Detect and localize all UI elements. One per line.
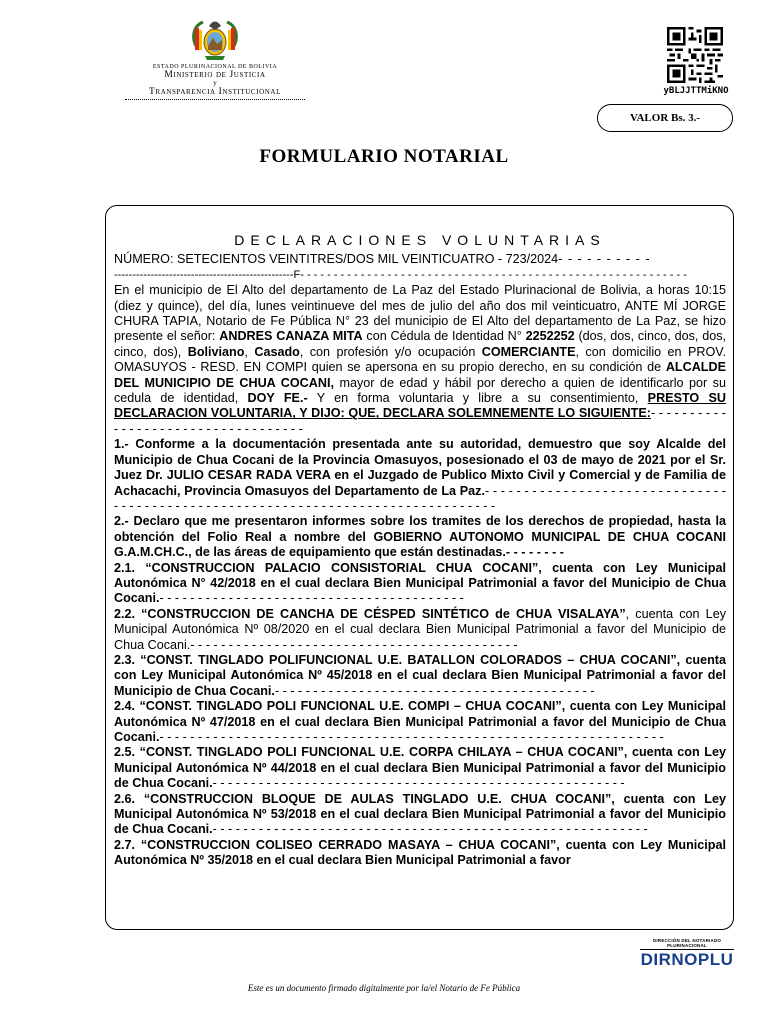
section-title: DECLARACIONES VOLUNTARIAS <box>234 232 606 248</box>
item-2-2 <box>114 607 726 653</box>
numero-dashes: - - - - - - - - - - <box>558 252 651 267</box>
item-text: 2.6. “CONSTRUCCION BLOQUE DE AULAS TINGLADO U.E. CHUA COCANI”, cuenta con Ley Municipal Autonómica Nº 53/2018 en el cual declara Bien Municipal Patrimonial a favor del Municipio de Chua Cocani. <box>114 791 726 837</box>
item-2-1 <box>114 561 726 607</box>
voluntary-text: Y en forma voluntaria y libre a su consentimiento, <box>307 391 648 406</box>
item-dashes: - - - - - - - - - - - - - - - - - - - - - - - - - - - - - - - - - - - - - - - - - - - - - - - - - - - - - - - - - - - - - - - - - - - - - - - - - - - - - - - - - <box>114 483 726 513</box>
item-2-7 <box>114 838 726 869</box>
item-2 <box>114 514 726 560</box>
logo-wordmark: DIRNOPLU <box>640 950 734 969</box>
item-text: 2.3. “CONST. TINGLADO POLIFUNCIONAL U.E. BATALLON COLORADOS – CHUA COCANI”, cuenta con Ley Municipal Autonómica Nº 45/2018 en el cual declara Bien Municipal Patrimonial a favor del Municipio de Chua Cocani. <box>114 652 726 698</box>
ci-label: con Cédula de Identidad N° <box>362 329 526 344</box>
item-text: 2.- Declaro que me presentaron informes sobre los tramites de los derechos de propiedad, hasta la obtención del Folio Real a nombre del GOBIERNO AUTONOMO MUNICIPAL DE CHUA COCANI G.A.M.CH.C., de las áreas de equipamiento que están destinadas. <box>114 514 726 560</box>
item-text: 1.- Conforme a la documentación presentada ante su autoridad, demuestro que soy Alcalde del Municipio de Chua Cocani de la Provincia Omasuyos, posesionado el 03 de mayo de 2021 por el Sr. Juez Dr. JULIO CESAR RADA VERA en el Juzgado de Publico Mixto Civil y Comercial y de Familia de Achacachi, Provincia Omasuyos del Departamento de La Paz. <box>114 437 726 498</box>
profession-label: , con profesión y/o ocupación <box>299 344 482 359</box>
intro-text: En el municipio de El Alto del departamento de La Paz del Estado Plurinacional de Bolivia, a horas 10:15 (diez y quince), del día, lunes veintinueve del mes de julio del año dos mil veinticuatro, ANTE MÍ JORGE CHURA TAPIA, Notario de Fe Pública N° 23 del municipio de El Alto del departamento de La Paz, se hizo presente el señor: <box>114 283 726 344</box>
ministry-line1: Ministerio de Justicia <box>164 70 266 80</box>
ministry-header <box>120 18 310 100</box>
logo-caption: DIRECCIÓN DEL NOTARIADO PLURINACIONAL <box>652 938 722 948</box>
intro-paragraph <box>114 283 726 437</box>
header-underline <box>125 99 305 100</box>
ci-number: 2252252 <box>525 329 575 344</box>
item-dashes: - - - - - - - - - - - - - - - - - - - - - - - - - - - - - - - - - - - - - - - - - - - - - - - - - - - - - - - - - - - - - - - - - - <box>159 730 664 744</box>
profession: COMERCIANTE <box>481 344 576 359</box>
item-body: , cuenta con Ley Municipal Autonómica Nº 08/2020 en el cual declara Bien Municipal Patrimonial a favor del Municipio de Chua Cocani. <box>114 606 726 652</box>
item-2-5 <box>114 745 726 791</box>
declaration-content <box>114 233 726 869</box>
address-text: , con domicilio en PROV. OMASUYOS - RESD. EN COMPI quien se apersona en su propio derecho, en su condición de <box>114 344 727 375</box>
form-title: FORMULARIO NOTARIAL <box>259 146 509 167</box>
civil-status: Casado <box>254 344 300 359</box>
ministry-connector: y <box>213 79 217 87</box>
bolivia-coat-of-arms-icon <box>189 18 241 62</box>
presto-dashes: - - - - - - - - - - - - - - - - - - - - - - - - - - - - - - - - - - - <box>114 406 726 436</box>
item-text: 2.4. “CONST. TINGLADO POLI FUNCIONAL U.E. COMPI – CHUA COCANI”, cuenta con Ley Municipal Autonómica Nº 47/2018 en el cual declara Bien Municipal Patrimonial a favor del Municipio de Chua Cocani. <box>114 699 726 744</box>
f-line-right: - - - - - - - - - - - - - - - - - - - - - - - - - - - - - - - - - - - - - - - - - - - - - - - - - - - - - - - - - - <box>300 268 687 281</box>
valor-badge: VALOR Bs. 3.- <box>597 104 733 132</box>
item-dashes: - - - - - - - - - - - - - - - - - - - - - - - - - - - - - - - - - - - - - - - - - - - - - - - - - - - - - - - - - <box>212 822 648 837</box>
qr-code-text: yBLJJTTMiKNO <box>663 86 729 96</box>
item-1 <box>114 437 726 514</box>
item-2-3 <box>114 653 726 699</box>
role: ALCALDE DEL MUNICIPIO DE CHUA COCANI, <box>114 360 726 390</box>
item-2-4 <box>114 699 726 745</box>
item-dashes: - - - - - - - - - - - - - - - - - - - - - - - - - - - - - - - - - - - - - - - - - - - <box>190 637 518 652</box>
item-dashes: - - - - - - - - - - - - - - - - - - - - - - - - - - - - - - - - - - - - - - - - - - - - - - - - - - - - - - <box>212 776 625 791</box>
dirnoplu-logo <box>640 938 734 969</box>
item-dashes: - - - - - - - - - - - - - - - - - - - - - - - - - - - - - - - - - - - - - - - - <box>159 591 464 606</box>
numero-text: NÚMERO: SETECIENTOS VEINTITRES/DOS MIL VEINTICUATRO - 723/2024 <box>114 252 559 267</box>
item-dashes: - - - - - - - - <box>505 545 564 560</box>
capacity-text: mayor de edad y hábil por derecho a quien de identificarlo por su cedula de identidad, <box>114 375 726 406</box>
ci-words: (dos, dos, cinco, dos, dos, cinco, dos), <box>114 329 727 359</box>
doy-fe: DOY FE.- <box>247 391 308 406</box>
footer-note: Este es un documento firmado digitalmente por la/el Notario de Fe Pública <box>247 983 521 993</box>
qr-code-icon <box>667 27 723 83</box>
separator: , <box>244 344 255 359</box>
item-text: 2.1. “CONSTRUCCION PALACIO CONSISTORIAL CHUA COCANI”, cuenta con Ley Municipal Autonómica N° 42/2018 en el cual declara Bien Municipal Patrimonial a favor del Municipio de Chua Cocani. <box>114 560 726 606</box>
item-text: 2.7. “CONSTRUCCION COLISEO CERRADO MASAYA – CHUA COCANI”, cuenta con Ley Municipal Autonómica Nº 35/2018 en el cual declara Bien Municipal Patrimonial a favor <box>114 837 726 868</box>
f-line-left: -------------------------------------------------F <box>114 268 301 281</box>
declarant-name: ANDRES CANAZA MITA <box>219 329 363 344</box>
f-line <box>114 268 726 283</box>
nationality: Boliviano <box>187 344 245 359</box>
item-dashes: - - - - - - - - - - - - - - - - - - - - - - - - - - - - - - - - - - - - - - - - - - <box>274 683 595 698</box>
state-line: ESTADO PLURINACIONAL DE BOLIVIA <box>152 64 278 70</box>
item-2-6 <box>114 792 726 838</box>
ministry-line2: Transparencia Institucional <box>149 87 281 97</box>
presto-declaration: PRESTO SU DECLARACION VOLUNTARIA, Y DIJO: QUE, DECLARA SOLEMNEMENTE LO SIGUIENTE: <box>114 391 726 421</box>
numero-line <box>114 252 726 267</box>
item-text: 2.5. “CONST. TINGLADO POLI FUNCIONAL U.E. CORPA CHILAYA – CHUA COCANI”, cuenta con Ley Municipal Autonómica Nº 44/2018 en el cual declara Bien Municipal Patrimonial a favor del Municipio de Chua Cocani. <box>114 745 726 791</box>
item-title: 2.2. “CONSTRUCCION DE CANCHA DE CÉSPED SINTÉTICO de CHUA VISALAYA” <box>114 606 626 621</box>
